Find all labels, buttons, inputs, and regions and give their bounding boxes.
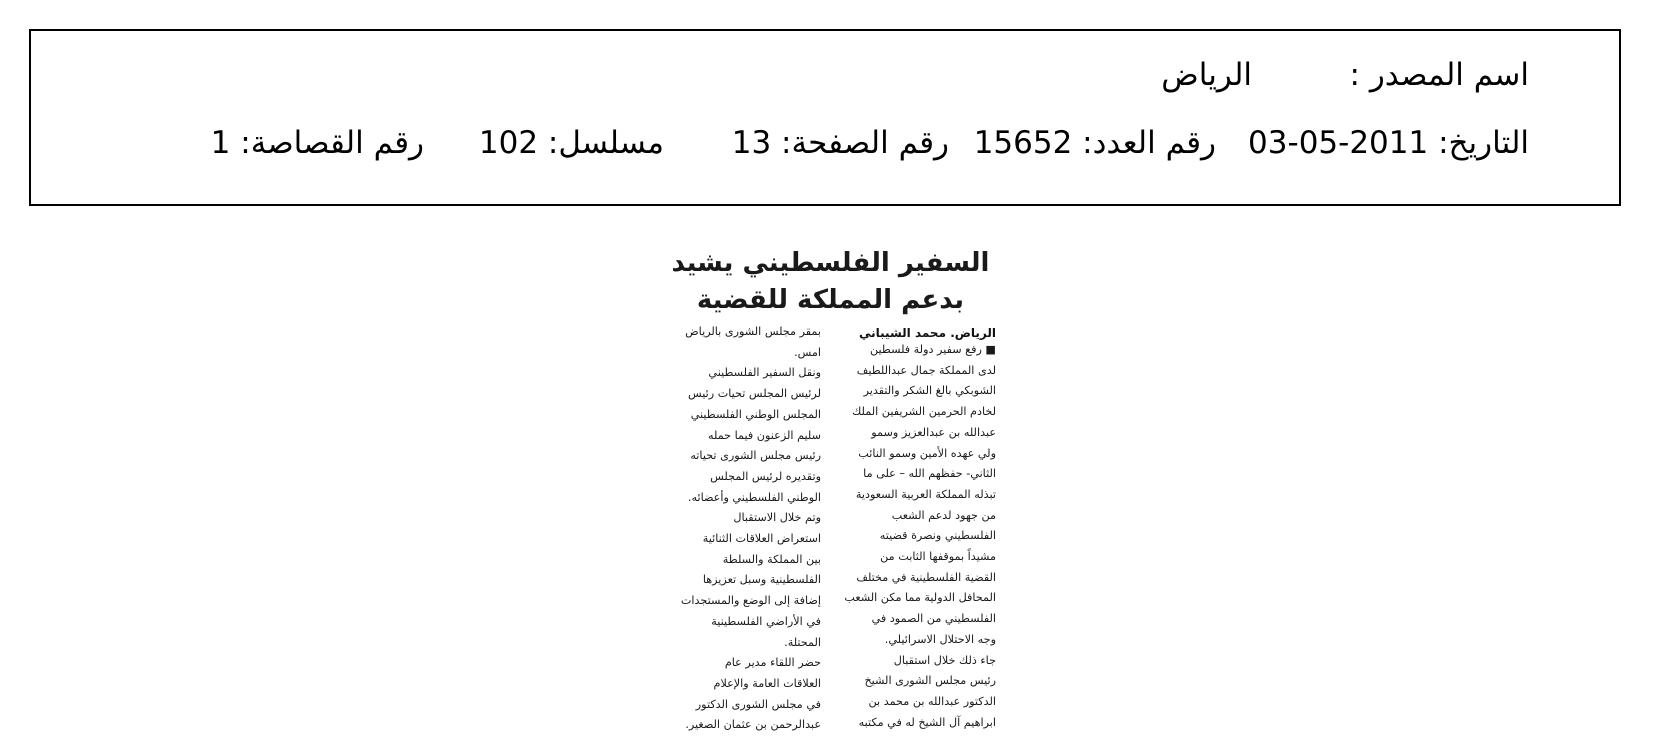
article-line: في مجلس الشورى الدكتور [695, 697, 821, 711]
article-line: امس. [794, 345, 821, 359]
article-line: رئيس مجلس الشورى تحياته [690, 449, 821, 463]
article-line: وتم خلال الاستقبال [733, 511, 821, 525]
article-line: جاء ذلك خلال استقبال [893, 653, 996, 667]
article-column-right [840, 340, 996, 733]
article-line: المجلس الوطني الفلسطيني [690, 407, 821, 421]
article-line: عبدالله بن عبدالعزيز وسمو [871, 425, 996, 439]
article-line: الدكتور عبدالله بن محمد بن [868, 694, 996, 708]
clip-number-field: رقم القصاصة: 1 [210, 125, 424, 161]
headline-line-1: السفير الفلسطيني يشيد [671, 248, 990, 278]
article-line: القضية الفلسطينية في مختلف [856, 570, 996, 584]
article-column-left [665, 322, 821, 736]
article-line: ابراهيم آل الشيخ له في مكتبه [858, 715, 996, 729]
article-line: سليم الزعنون فيما حمله [708, 428, 821, 442]
article-line: وجه الاحتلال الاسرائيلي. [884, 632, 996, 646]
article-line: الفلسطيني ونصرة قضيته [879, 529, 996, 543]
issue-number-field: رقم العدد: 15652 [973, 125, 1216, 161]
byline: الرياض. محمد الشيباني [859, 326, 996, 340]
article-line: مشيداً بموقفها الثابت من [880, 550, 996, 564]
date-field: التاريخ: 2011-05-03 [1248, 125, 1529, 161]
article-line: بمقر مجلس الشورى بالرياض [685, 325, 821, 338]
article-line: لرئيس المجلس تحيات رئيس [688, 387, 821, 401]
article-line: عبدالرحمن بن عثمان الصغير. [685, 718, 821, 732]
article-line: وتقديره لرئيس المجلس [710, 469, 821, 483]
article-line: لخادم الحرمين الشريفين الملك [852, 405, 996, 419]
article-line: الثاني- حفظهم الله – على ما [863, 467, 996, 481]
article-line: تبذله المملكة العربية السعودية [855, 487, 996, 501]
article-line: المحافل الدولية مما مكن الشعب [844, 591, 996, 605]
article-line: رئيس مجلس الشورى الشيخ [864, 674, 996, 688]
headline-line-2: بدعم المملكة للقضية [696, 285, 965, 315]
source-label: اسم المصدر : [1349, 57, 1529, 93]
serial-field: مسلسل: 102 [478, 125, 664, 161]
article-line: الفلسطينية وسبل تعزيزها [702, 573, 821, 587]
source-value: الرياض [1161, 57, 1252, 93]
article-line: من جهود لدعم الشعب [891, 508, 996, 522]
article-line: المحتلة. [784, 635, 821, 649]
article-line: حضر اللقاء مدير عام [724, 656, 821, 670]
article-line: الشوبكي بالغ الشكر والتقدير [863, 384, 996, 398]
article-line: ونقل السفير الفلسطيني [708, 366, 821, 380]
article-line: إضافة إلى الوضع والمستجدات [680, 594, 821, 608]
article-line: لدى المملكة جمال عبداللطيف [856, 363, 996, 377]
article-line: في الأراضي الفلسطينية [711, 614, 821, 628]
article-line: الوطني الفلسطيني وأعضائه. [687, 490, 821, 504]
newspaper-clipping [663, 239, 998, 732]
article-line: استعراض العلاقات الثنائية [702, 532, 821, 546]
article-line: ولي عهده الأمين وسمو النائب [858, 446, 996, 460]
article-line: ■ رفع سفير دولة فلسطين [870, 343, 996, 356]
article-line: بين المملكة والسلطة [722, 552, 821, 566]
page-number-field: رقم الصفحة: 13 [731, 125, 949, 161]
clipping-header-box [29, 29, 1621, 206]
article-line: العلاقات العامة والإعلام [713, 676, 821, 690]
article-line: الفلسطيني من الصمود في [871, 612, 996, 626]
